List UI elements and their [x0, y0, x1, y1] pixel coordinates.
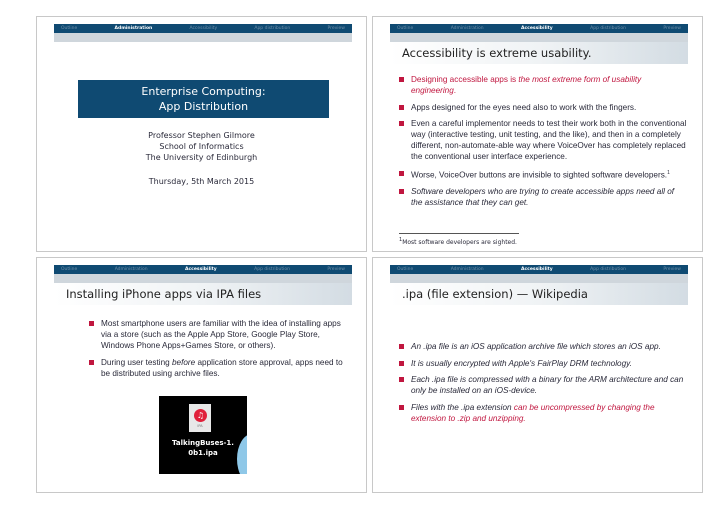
footnote: $^1$Most software developers are sighted. [399, 233, 519, 246]
list-item: Each .ipa file is compressed with a binary for the ARM architecture and can only be installed on an iOS-device. [397, 374, 687, 396]
list-item: It is usually encrypted with Apple's FairPlay DRM technology. [397, 358, 687, 369]
navbar [390, 265, 688, 274]
subbar [390, 274, 688, 283]
title-box [78, 80, 329, 118]
navbar [54, 24, 352, 33]
slide-title: Installing iPhone apps via IPA files [54, 283, 352, 305]
list-item: During user testing before application store approval, apps need to be distributed using archive files. [87, 357, 352, 379]
list-item: Even a careful implementor needs to test their work both in the conventional way (interactive testing, unit testing, and the like), and then in a completely different, non-automate-able way where VoiceOver has completely replaced the conventional user interface experience. [397, 118, 687, 162]
list-item: An .ipa file is an iOS application archive file which stores an iOS app. [397, 341, 687, 352]
nav-item-outline[interactable]: Outline [61, 26, 78, 31]
navbar [390, 24, 688, 33]
nav-item-preview[interactable]: Preview [663, 267, 681, 272]
school: School of Informatics [159, 142, 244, 151]
bullet-list [87, 318, 352, 384]
nav-item-outline[interactable]: Outline [61, 267, 78, 272]
list-item: Apps designed for the eyes need also to work with the fingers. [397, 102, 687, 113]
nav-item-app-distribution[interactable]: App distribution [590, 267, 627, 272]
nav-item-preview[interactable]: Preview [327, 26, 345, 31]
subbar [390, 33, 688, 42]
navbar [54, 265, 352, 274]
subbar [54, 274, 352, 283]
list-item: Software developers who are trying to create accessible apps need all of the assistance that they can get. [397, 186, 687, 208]
nav-item-accessibility[interactable]: Accessibility [185, 267, 217, 272]
nav-item-outline[interactable]: Outline [397, 267, 414, 272]
list-item: Designing accessible apps is the most extreme form of usability engineering. [397, 74, 687, 96]
nav-item-accessibility[interactable]: Accessibility [521, 26, 553, 31]
ipa-file-image [159, 396, 247, 474]
title-line: App Distribution [158, 100, 249, 113]
bullet-list [397, 341, 687, 429]
nav-item-administration[interactable]: Administration [450, 26, 484, 31]
nav-item-app-distribution[interactable]: App distribution [590, 26, 627, 31]
nav-item-accessibility[interactable]: Accessibility [189, 26, 218, 31]
list-item: Files with the .ipa extension can be uncompressed by changing the extension to .zip and unzipping. [397, 402, 687, 424]
slide-3 [36, 257, 367, 493]
slide-2 [372, 16, 703, 252]
nav-item-accessibility[interactable]: Accessibility [521, 267, 553, 272]
slide-title: Accessibility is extreme usability. [390, 42, 688, 64]
university: The University of Edinburgh [145, 153, 258, 162]
author-block [37, 130, 366, 163]
file-name: TalkingBuses-1. 0b1.ipa [172, 439, 234, 457]
title-line: Enterprise Computing: [141, 85, 266, 98]
nav-item-preview[interactable]: Preview [327, 267, 345, 272]
nav-item-preview[interactable]: Preview [663, 26, 681, 31]
list-item: Worse, VoiceOver buttons are invisible to sighted software developers.$^1$ [397, 168, 687, 181]
author: Professor Stephen Gilmore [148, 131, 255, 140]
ipa-file-icon [189, 404, 211, 432]
nav-item-outline[interactable]: Outline [397, 26, 414, 31]
bullet-list [397, 74, 687, 213]
date: Thursday, 5th March 2015 [148, 177, 255, 186]
nav-item-administration[interactable]: Administration [114, 26, 153, 31]
nav-item-administration[interactable]: Administration [450, 267, 484, 272]
music-note-icon: ♫ [194, 409, 207, 422]
nav-item-app-distribution[interactable]: App distribution [254, 26, 291, 31]
nav-item-administration[interactable]: Administration [114, 267, 148, 272]
subbar [54, 33, 352, 42]
slide-title: .ipa (file extension) — Wikipedia [390, 283, 688, 305]
list-item: Most smartphone users are familiar with the idea of installing apps via a store (such as the Apple App Store, Google Play Store, Windows Phone Apps+Games Store, or others). [87, 318, 352, 351]
slide-1 [36, 16, 367, 252]
file-type-label: IPA [197, 424, 203, 428]
slide-4 [372, 257, 703, 493]
nav-item-app-distribution[interactable]: App distribution [254, 267, 291, 272]
